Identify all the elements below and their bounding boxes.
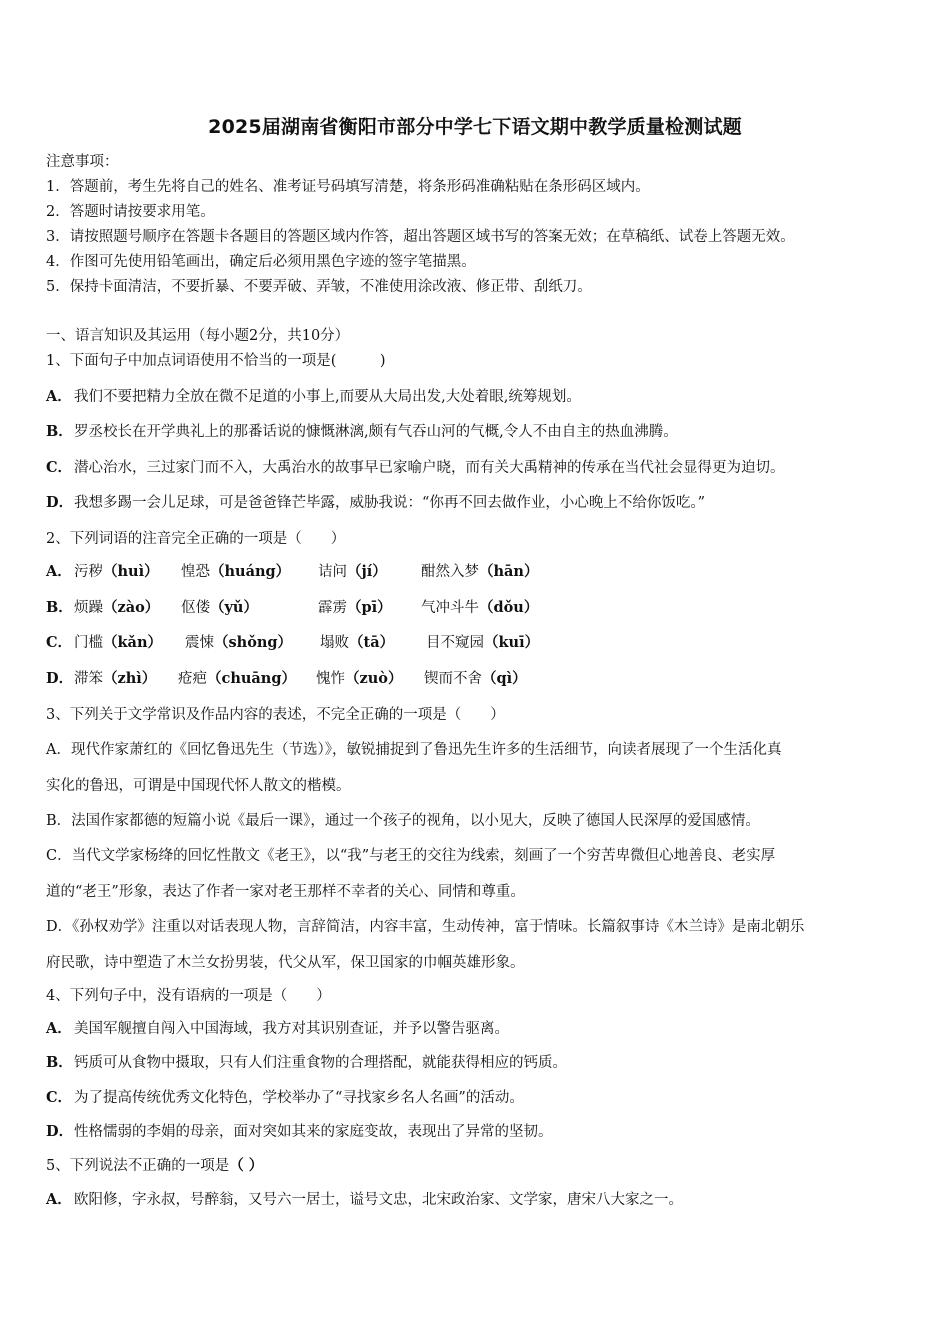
page-title: 2025届湖南省衡阳市部分中学七下语文期中教学质量检测试题 xyxy=(208,116,742,138)
word: 愧怍 xyxy=(316,671,345,687)
word: 伛偻 xyxy=(181,600,210,616)
q2-word xyxy=(320,633,394,653)
q2-word xyxy=(318,598,392,618)
q4-option-c xyxy=(46,1088,524,1108)
q2-word xyxy=(181,598,258,618)
pinyin: （hān） xyxy=(479,563,539,580)
option-text: 罗丞校长在开学典礼上的那番话说的慷慨淋漓,颇有气吞山河的气概,令人不由自主的热血沸腾。 xyxy=(74,424,678,440)
word: 目不窥园 xyxy=(426,635,484,651)
q2-option-b-label xyxy=(46,598,74,618)
option-label: A． xyxy=(46,1191,72,1208)
q3-option-d-cont: 府民歌，诗中塑造了木兰女扮男装，代父从军，保卫国家的巾帼英雄形象。 xyxy=(46,955,525,971)
q2-word xyxy=(74,598,159,618)
word: 气冲斗牛 xyxy=(421,600,479,616)
notice-heading: 注意事项： xyxy=(46,154,119,170)
q4-option-b xyxy=(46,1053,567,1073)
pinyin: （huáng） xyxy=(210,563,291,580)
question-1-stem: 1、下面句子中加点词语使用不恰当的一项是( ) xyxy=(46,353,386,369)
word: 酣然入梦 xyxy=(421,564,479,580)
word: 污秽 xyxy=(74,564,103,580)
q2-word xyxy=(421,562,538,582)
notice-item: 1．答题前，考生先将自己的姓名、准考证号码填写清楚，将条形码准确粘贴在条形码区域内。 xyxy=(46,179,650,195)
pinyin: （zhì） xyxy=(103,670,157,687)
option-text: 性格懦弱的李娟的母亲，面对突如其来的家庭变故，表现出了异常的坚韧。 xyxy=(74,1124,553,1140)
q2-word xyxy=(316,669,402,689)
q2-word xyxy=(74,633,162,653)
pinyin: （chuāng） xyxy=(207,670,296,687)
word: 惶恐 xyxy=(181,564,210,580)
question-5-stem xyxy=(46,1156,263,1176)
pinyin: （yǔ） xyxy=(210,599,258,616)
option-label: B． xyxy=(46,599,73,616)
option-text: 为了提高传统优秀文化特色，学校举办了“寻找家乡名人名画”的活动。 xyxy=(74,1090,524,1106)
q3-option-c-cont: 道的“老王”形象，表达了作者一家对老王那样不幸者的关心、同情和尊重。 xyxy=(46,884,525,900)
q3-option-c: C．当代文学家杨绛的回忆性散文《老王》，以“我”与老王的交往为线索，刻画了一个穷苦卑微但心地善良、老实厚 xyxy=(46,848,776,864)
pinyin: （tā） xyxy=(349,634,395,651)
option-text: 美国军舰擅自闯入中国海域，我方对其识别查证，并予以警告驱离。 xyxy=(74,1021,509,1037)
q2-option-d-label xyxy=(46,669,74,689)
pinyin: （zuò） xyxy=(345,670,403,687)
q3-option-b: B．法国作家都德的短篇小说《最后一课》，通过一个孩子的视角，以小见大，反映了德国人民深厚的爱国感情。 xyxy=(46,813,760,829)
q1-option-c xyxy=(46,458,785,478)
option-text: 欧阳修，字永叔，号醉翁，又号六一居士，谥号文忠，北宋政治家、文学家，唐宋八大家之一。 xyxy=(74,1192,683,1208)
option-label: B． xyxy=(46,423,73,440)
option-text: 钙质可从食物中摄取，只有人们注重食物的合理搭配，就能获得相应的钙质。 xyxy=(74,1055,567,1071)
word: 滞笨 xyxy=(74,671,103,687)
q2-word xyxy=(424,669,527,689)
q1-option-b xyxy=(46,422,678,442)
option-label: C． xyxy=(46,459,73,476)
pinyin: （huì） xyxy=(103,563,159,580)
stem-text: 5、下列说法不正确的一项是 xyxy=(46,1158,230,1174)
question-4-stem: 4、下列句子中，没有语病的一项是（ ） xyxy=(46,988,331,1004)
option-label: A． xyxy=(46,388,72,405)
pinyin: （jí） xyxy=(347,563,387,580)
word: 门槛 xyxy=(74,635,103,651)
option-label: D． xyxy=(46,494,74,511)
q3-option-a-cont: 实化的鲁迅，可谓是中国现代怀人散文的楷模。 xyxy=(46,778,351,794)
pinyin: （zào） xyxy=(103,599,160,616)
q2-word xyxy=(178,669,296,689)
option-label: A． xyxy=(46,563,72,580)
notice-item: 5．保持卡面清洁，不要折暴、不要弄破、弄皱，不准使用涂改液、修正带、刮纸刀。 xyxy=(46,279,592,295)
q5-option-a xyxy=(46,1190,683,1210)
word: 锲而不舍 xyxy=(424,671,482,687)
q2-word xyxy=(74,669,156,689)
word: 塌败 xyxy=(320,635,349,651)
option-text: 潜心治水，三过家门而不入，大禹治水的故事早已家喻户晓，而有关大禹精神的传承在当代社会显得更为迫切。 xyxy=(74,460,785,476)
q1-option-a xyxy=(46,387,581,407)
question-3-stem: 3、下列关于文学常识及作品内容的表述，不完全正确的一项是（ ） xyxy=(46,707,505,723)
q2-word xyxy=(181,562,290,582)
q2-word xyxy=(426,633,539,653)
option-label: B． xyxy=(46,1054,73,1071)
q2-word xyxy=(74,562,159,582)
answer-paren: （ ） xyxy=(229,1157,264,1174)
option-label: D． xyxy=(46,1123,74,1140)
q4-option-d xyxy=(46,1122,553,1142)
q2-word xyxy=(318,562,387,582)
pinyin: （kuī） xyxy=(484,634,540,651)
notice-item: 2．答题时请按要求用笔。 xyxy=(46,204,215,220)
q2-option-a-label xyxy=(46,562,74,582)
option-text: 我们不要把精力全放在微不足道的小事上,而要从大局出发,大处着眼,统筹规划。 xyxy=(74,389,581,405)
option-label: C． xyxy=(46,634,73,651)
word: 霹雳 xyxy=(318,600,347,616)
word: 震悚 xyxy=(185,635,214,651)
q2-word xyxy=(421,598,538,618)
pinyin: （dǒu） xyxy=(479,599,539,616)
notice-item: 3．请按照题号顺序在答题卡各题目的答题区域内作答，超出答题区域书写的答案无效；在草稿纸、试卷上答题无效。 xyxy=(46,229,795,245)
section-heading: 一、语言知识及其运用（每小题2分，共10分） xyxy=(46,328,350,344)
q2-word xyxy=(185,633,292,653)
option-text: 我想多踢一会儿足球，可是爸爸锋芒毕露，威胁我说：“你再不回去做作业，小心晚上不给你饭吃。” xyxy=(74,495,706,511)
q4-option-a xyxy=(46,1019,509,1039)
q1-option-d xyxy=(46,493,705,513)
option-label: D． xyxy=(46,670,74,687)
q3-option-a: A．现代作家萧红的《回忆鲁迅先生（节选）》，敏锐捕捉到了鲁迅先生许多的生活细节，向读者展现了一个生活化真 xyxy=(46,742,782,758)
pinyin: （kǎn） xyxy=(103,634,162,651)
pinyin: （pī） xyxy=(347,599,392,616)
q2-option-c-label xyxy=(46,633,74,653)
option-label: A． xyxy=(46,1020,72,1037)
notice-item: 4．作图可先使用铅笔画出，确定后必须用黑色字迹的签字笔描黑。 xyxy=(46,254,476,270)
word: 疮疤 xyxy=(178,671,207,687)
option-label: C． xyxy=(46,1089,73,1106)
q3-option-d: D．《孙权劝学》注重以对话表现人物，言辞简洁，内容丰富，生动传神，富于情味。长篇叙事诗《木兰诗》是南北朝乐 xyxy=(46,919,805,935)
pinyin: （shǒng） xyxy=(214,634,293,651)
word: 烦躁 xyxy=(74,600,103,616)
pinyin: （qì） xyxy=(482,670,527,687)
question-2-stem: 2、下列词语的注音完全正确的一项是（ ） xyxy=(46,531,346,547)
word: 诘问 xyxy=(318,564,347,580)
